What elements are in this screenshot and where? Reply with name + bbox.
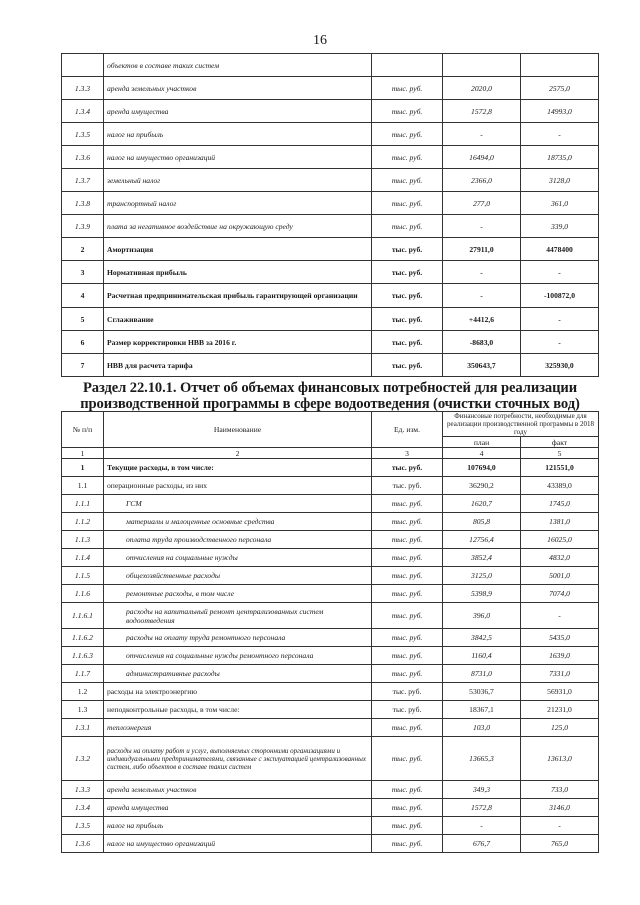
col-number-3: 3 <box>372 448 443 459</box>
row-name: аренда имущества <box>104 799 372 817</box>
section-heading-line2: производственной программы в сфере водоотведения (очистки сточных вод) <box>80 396 580 412</box>
row-name: расходы на оплату труда ремонтного персонала <box>104 629 372 647</box>
row-plan-value: 27911,0 <box>443 238 521 261</box>
row-plan-value: 2366,0 <box>443 169 521 192</box>
row-unit: тыс. руб. <box>372 192 443 215</box>
row-fact-value: 3128,0 <box>521 169 599 192</box>
row-name: теплоэнергия <box>104 719 372 737</box>
row-fact-value: 125,0 <box>521 719 599 737</box>
row-unit: тыс. руб. <box>372 701 443 719</box>
row-name: административные расходы <box>104 665 372 683</box>
row-fact-value: 361,0 <box>521 192 599 215</box>
table-row <box>62 799 599 817</box>
table-row <box>62 835 599 853</box>
row-number: 1.1.6.2 <box>62 629 104 647</box>
table-row <box>62 261 599 284</box>
row-unit: тыс. руб. <box>372 799 443 817</box>
table-row <box>62 665 599 683</box>
row-plan-value: 16494,0 <box>443 146 521 169</box>
row-name: ГСМ <box>104 495 372 513</box>
table-row <box>62 701 599 719</box>
row-fact-value: 7331,0 <box>521 665 599 683</box>
row-unit: тыс. руб. <box>372 531 443 549</box>
row-unit: тыс. руб. <box>372 647 443 665</box>
row-name: неподконтрольные расходы, в том числе: <box>104 701 372 719</box>
row-number: 1.3.6 <box>62 146 104 169</box>
table-row <box>62 513 599 531</box>
row-unit: тыс. руб. <box>372 629 443 647</box>
table-row <box>62 495 599 513</box>
row-fact-value: 13613,0 <box>521 737 599 781</box>
row-unit: тыс. руб. <box>372 459 443 477</box>
row-plan-value: 1160,4 <box>443 647 521 665</box>
row-plan-value: 53036,7 <box>443 683 521 701</box>
row-unit: тыс. руб. <box>372 123 443 146</box>
row-fact-value: 2575,0 <box>521 77 599 100</box>
row-plan-value: 2020,0 <box>443 77 521 100</box>
row-plan-value: 277,0 <box>443 192 521 215</box>
row-plan-value: 18367,1 <box>443 701 521 719</box>
row-unit: тыс. руб. <box>372 261 443 284</box>
row-number: 1.3.1 <box>62 719 104 737</box>
row-plan-value: - <box>443 123 521 146</box>
row-number: 1.1.5 <box>62 567 104 585</box>
row-unit: тыс. руб. <box>372 215 443 238</box>
table-row <box>62 192 599 215</box>
row-name: Амортизация <box>104 238 372 261</box>
row-unit: тыс. руб. <box>372 331 443 354</box>
table-row <box>62 737 599 781</box>
row-number: 1.3.5 <box>62 123 104 146</box>
row-plan-value: - <box>443 284 521 308</box>
row-number: 1.1.6.3 <box>62 647 104 665</box>
table-row <box>62 531 599 549</box>
row-number: 6 <box>62 331 104 354</box>
row-fact-value: 7074,0 <box>521 585 599 603</box>
row-fact-value: 16025,0 <box>521 531 599 549</box>
row-fact-value <box>521 54 599 77</box>
row-fact-value: 1381,0 <box>521 513 599 531</box>
table-row <box>62 77 599 100</box>
row-name: общехозяйственные расходы <box>104 567 372 585</box>
row-number: 1.3.4 <box>62 799 104 817</box>
row-plan-value: 350643,7 <box>443 354 521 377</box>
table-row <box>62 567 599 585</box>
row-unit: тыс. руб. <box>372 603 443 629</box>
row-unit: тыс. руб. <box>372 308 443 331</box>
table-row <box>62 354 599 377</box>
row-fact-value: -100872,0 <box>521 284 599 308</box>
row-name: Размер корректировки НВВ за 2016 г. <box>104 331 372 354</box>
row-name: земельный налог <box>104 169 372 192</box>
row-plan-value: 3852,4 <box>443 549 521 567</box>
row-plan-value: 1572,8 <box>443 100 521 123</box>
row-name: объектов в составе таких систем <box>104 54 372 77</box>
row-number: 1.3.8 <box>62 192 104 215</box>
row-fact-value: 1639,0 <box>521 647 599 665</box>
row-name: налог на прибыль <box>104 817 372 835</box>
row-number <box>62 54 104 77</box>
table-row <box>62 459 599 477</box>
col-number-2: 2 <box>104 448 372 459</box>
row-number: 5 <box>62 308 104 331</box>
col-number-4: 4 <box>443 448 521 459</box>
row-fact-value: 121551,0 <box>521 459 599 477</box>
section-heading <box>60 380 600 412</box>
row-number: 1.1.1 <box>62 495 104 513</box>
row-fact-value: 1745,0 <box>521 495 599 513</box>
table-row <box>62 146 599 169</box>
financial-needs-table <box>61 411 599 853</box>
row-fact-value: 765,0 <box>521 835 599 853</box>
table-row <box>62 781 599 799</box>
row-plan-value: 1620,7 <box>443 495 521 513</box>
row-name: налог на имущество организаций <box>104 835 372 853</box>
row-name: Нормативная прибыль <box>104 261 372 284</box>
row-number: 1.1 <box>62 477 104 495</box>
row-fact-value: - <box>521 308 599 331</box>
row-plan-value: 12756,4 <box>443 531 521 549</box>
row-unit: тыс. руб. <box>372 477 443 495</box>
row-name: Сглаживание <box>104 308 372 331</box>
table-row <box>62 629 599 647</box>
row-number: 1.1.6 <box>62 585 104 603</box>
row-unit: тыс. руб. <box>372 567 443 585</box>
row-fact-value: - <box>521 261 599 284</box>
row-name: ремонтные расходы, в том числе <box>104 585 372 603</box>
row-number: 4 <box>62 284 104 308</box>
page-number: 16 <box>313 33 327 48</box>
row-unit: тыс. руб. <box>372 238 443 261</box>
row-fact-value: 4478400 <box>521 238 599 261</box>
row-plan-value: 3125,0 <box>443 567 521 585</box>
row-number: 1.1.7 <box>62 665 104 683</box>
row-name: аренда земельных участков <box>104 781 372 799</box>
row-unit: тыс. руб. <box>372 585 443 603</box>
row-number: 7 <box>62 354 104 377</box>
row-fact-value: - <box>521 603 599 629</box>
row-plan-value: 1572,8 <box>443 799 521 817</box>
row-number: 1.3.2 <box>62 737 104 781</box>
row-number: 1.3 <box>62 701 104 719</box>
row-unit: тыс. руб. <box>372 719 443 737</box>
row-name: отчисления на социальные нужды <box>104 549 372 567</box>
row-name: Расчетная предпринимательская прибыль гарантирующей организации <box>104 284 372 308</box>
row-number: 3 <box>62 261 104 284</box>
table-row <box>62 308 599 331</box>
row-number: 1.2 <box>62 683 104 701</box>
table-row <box>62 719 599 737</box>
row-plan-value: - <box>443 215 521 238</box>
row-plan-value: - <box>443 261 521 284</box>
row-unit: тыс. руб. <box>372 835 443 853</box>
table-row <box>62 647 599 665</box>
row-unit: тыс. руб. <box>372 77 443 100</box>
row-unit: тыс. руб. <box>372 549 443 567</box>
row-plan-value: 107694,0 <box>443 459 521 477</box>
table-row <box>62 477 599 495</box>
row-unit: тыс. руб. <box>372 146 443 169</box>
table-row <box>62 169 599 192</box>
section-heading-line1: Раздел 22.10.1. Отчет об объемах финансовых потребностей для реализации <box>82 380 578 396</box>
row-unit: тыс. руб. <box>372 513 443 531</box>
row-plan-value: 103,0 <box>443 719 521 737</box>
row-fact-value: 14993,0 <box>521 100 599 123</box>
row-unit: тыс. руб. <box>372 100 443 123</box>
col-number-1: 1 <box>62 448 104 459</box>
row-fact-value: 18735,0 <box>521 146 599 169</box>
row-number: 1.1.2 <box>62 513 104 531</box>
row-plan-value: 13665,3 <box>443 737 521 781</box>
row-name: транспортный налог <box>104 192 372 215</box>
row-name: расходы на электроэнергию <box>104 683 372 701</box>
row-unit <box>372 54 443 77</box>
row-name: расходы на оплату работ и услуг, выполняемых сторонними организациями и индивидуальными предпринимателями, связанные с эксплуатацией централизованных систем, либо объектов в составе таких систем <box>104 737 372 781</box>
header-name: Наименование <box>104 412 372 448</box>
header-num: № п/п <box>62 412 104 448</box>
row-fact-value: 56931,0 <box>521 683 599 701</box>
row-unit: тыс. руб. <box>372 737 443 781</box>
table-row <box>62 603 599 629</box>
row-fact-value: 4832,0 <box>521 549 599 567</box>
row-number: 1.1.3 <box>62 531 104 549</box>
row-unit: тыс. руб. <box>372 781 443 799</box>
row-plan-value <box>443 54 521 77</box>
table-row <box>62 100 599 123</box>
row-plan-value: 396,0 <box>443 603 521 629</box>
row-fact-value: - <box>521 817 599 835</box>
header-needs: Финансовые потребности, необходимые для реализации производственной программы в 2018 году <box>443 412 599 437</box>
row-unit: тыс. руб. <box>372 284 443 308</box>
header-plan: план <box>443 437 521 448</box>
row-number: 1.3.5 <box>62 817 104 835</box>
row-name: плата за негативное воздействие на окружающую среду <box>104 215 372 238</box>
row-plan-value: -8683,0 <box>443 331 521 354</box>
table-row <box>62 123 599 146</box>
row-fact-value: 21231,0 <box>521 701 599 719</box>
row-number: 1.3.3 <box>62 77 104 100</box>
row-number: 1.3.6 <box>62 835 104 853</box>
row-unit: тыс. руб. <box>372 169 443 192</box>
row-plan-value: - <box>443 817 521 835</box>
row-fact-value: - <box>521 123 599 146</box>
row-fact-value: 339,0 <box>521 215 599 238</box>
row-name: аренда земельных участков <box>104 77 372 100</box>
row-number: 1.3.9 <box>62 215 104 238</box>
row-name: НВВ для расчета тарифа <box>104 354 372 377</box>
row-fact-value: 3146,0 <box>521 799 599 817</box>
row-unit: тыс. руб. <box>372 665 443 683</box>
row-name: операционные расходы, из них <box>104 477 372 495</box>
row-plan-value: +4412,6 <box>443 308 521 331</box>
row-number: 1.3.7 <box>62 169 104 192</box>
row-plan-value: 3842,5 <box>443 629 521 647</box>
row-number: 1.3.4 <box>62 100 104 123</box>
row-plan-value: 36290,2 <box>443 477 521 495</box>
row-name: налог на прибыль <box>104 123 372 146</box>
table-row <box>62 54 599 77</box>
row-name: оплата труда производственного персонала <box>104 531 372 549</box>
row-fact-value: 5435,0 <box>521 629 599 647</box>
row-unit: тыс. руб. <box>372 817 443 835</box>
row-name: Текущие расходы, в том числе: <box>104 459 372 477</box>
table-row <box>62 683 599 701</box>
row-number: 1.1.6.1 <box>62 603 104 629</box>
row-number: 2 <box>62 238 104 261</box>
row-name: налог на имущество организаций <box>104 146 372 169</box>
row-plan-value: 805,8 <box>443 513 521 531</box>
row-unit: тыс. руб. <box>372 495 443 513</box>
col-number-5: 5 <box>521 448 599 459</box>
row-fact-value: 43389,0 <box>521 477 599 495</box>
row-name: отчисления на социальные нужды ремонтного персонала <box>104 647 372 665</box>
row-unit: тыс. руб. <box>372 683 443 701</box>
row-number: 1.3.3 <box>62 781 104 799</box>
row-plan-value: 8731,0 <box>443 665 521 683</box>
row-fact-value: 325930,0 <box>521 354 599 377</box>
row-name: материалы и малоценные основные средства <box>104 513 372 531</box>
table-row <box>62 238 599 261</box>
table-row <box>62 549 599 567</box>
table-row <box>62 817 599 835</box>
table-row <box>62 585 599 603</box>
row-fact-value: - <box>521 331 599 354</box>
row-name: аренда имущества <box>104 100 372 123</box>
expenses-table-continued <box>61 53 599 377</box>
header-fact: факт <box>521 437 599 448</box>
table-row <box>62 331 599 354</box>
row-unit: тыс. руб. <box>372 354 443 377</box>
row-plan-value: 676,7 <box>443 835 521 853</box>
row-fact-value: 733,0 <box>521 781 599 799</box>
table-row <box>62 215 599 238</box>
row-number: 1 <box>62 459 104 477</box>
row-name: расходы на капитальный ремонт централизованных систем водоотведения <box>104 603 372 629</box>
table-row <box>62 284 599 308</box>
row-fact-value: 5001,0 <box>521 567 599 585</box>
row-plan-value: 5398,9 <box>443 585 521 603</box>
header-unit: Ед. изм. <box>372 412 443 448</box>
row-number: 1.1.4 <box>62 549 104 567</box>
row-plan-value: 349,3 <box>443 781 521 799</box>
